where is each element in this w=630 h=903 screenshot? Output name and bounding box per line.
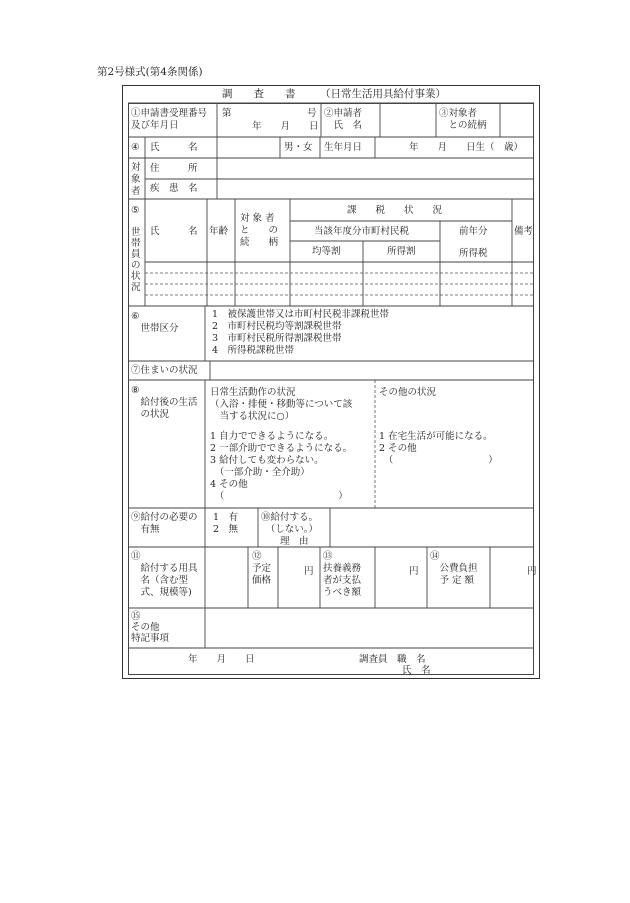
adl-item-1: 1 自力でできるようになる。 <box>210 431 334 442</box>
birthdate-value: 年 月 日生（ 歳） <box>409 142 524 153</box>
application-go: 号 <box>307 108 317 119</box>
post-benefit-life-label: ⑧ 給付後の生活 の状況 <box>131 385 198 420</box>
gender-field: 男・女 <box>284 142 313 153</box>
other-status-item-1: 1 在宅生活が可能になる。 <box>379 431 493 442</box>
footer-date: 年 月 日 <box>188 654 255 665</box>
other-status-title: その他の状況 <box>379 387 437 398</box>
subject-name-label: 氏 名 <box>150 142 198 153</box>
public-burden-label: ⑭ 公費負担 予 定 額 <box>430 551 478 586</box>
investigator-name-label: 氏 名 <box>402 665 431 676</box>
household-age-header: 年齢 <box>209 226 229 237</box>
household-category-label: ⑥ 世帯区分 <box>131 311 179 334</box>
section-4-number: ④ <box>131 142 140 153</box>
support-obligor-yen: 円 <box>409 566 419 577</box>
current-year-tax-header: 当該年度分市町村民税 <box>314 226 410 237</box>
adl-item-4: 4 その他 <box>210 479 248 490</box>
income-split-header: 所得割 <box>387 246 416 257</box>
household-category-item-3: 3 市町村民税所得割課税世帯 <box>212 333 342 344</box>
remarks-header: 備考 <box>514 226 534 237</box>
adl-status-title: 日常生活動作の状況 <box>210 387 296 398</box>
benefit-decision-reason: ⑩給付する。 （しない。） 理 由 <box>261 512 319 547</box>
income-tax-header: 所得税 <box>459 248 488 259</box>
support-obligor-amount-label: ⑬ 扶養義務 者が支払 うべき額 <box>323 551 362 598</box>
relationship-label: ③対象者 との続柄 <box>439 108 487 131</box>
adl-item-3-detail: （一部介助・全介助） <box>210 467 310 478</box>
other-status-item-2-detail: （ ） <box>379 455 498 466</box>
household-name-header: 氏 名 <box>150 226 198 237</box>
birthdate-label: 生年月日 <box>324 142 363 153</box>
document-title: 調 査 書 <box>222 88 296 100</box>
adl-item-3: 3 給付しても変わらない。 <box>210 455 324 466</box>
form-number-label: 第2号様式(第4条関係) <box>97 66 203 78</box>
household-category-item-2: 2 市町村民税均等割課税世帯 <box>212 321 342 332</box>
application-number-label: ①申請書受理番号 及び年月日 <box>131 108 208 131</box>
previous-year-header: 前年分 <box>459 226 488 237</box>
other-status-item-2: 2 その他 <box>379 443 417 454</box>
adl-item-2: 2 一部介助でできるようになる。 <box>210 443 353 454</box>
disease-name-label: 疾 患 名 <box>150 183 198 194</box>
adl-status-note: （入浴・排便・移動等について該 当する状況に○） <box>210 399 353 422</box>
planned-price-yen: 円 <box>304 566 314 577</box>
applicant-name-label: ②申請者 氏 名 <box>324 108 363 131</box>
subject-side-label: 対 象 者 <box>131 162 141 197</box>
application-date: 年 月 日 <box>252 121 319 132</box>
public-burden-yen: 円 <box>527 566 537 577</box>
planned-price-label: ⑫ 予定 価格 <box>252 551 272 586</box>
adl-item-4-detail: （ ） <box>210 491 348 502</box>
benefit-necessity-options: 1 有 2 無 <box>213 512 239 535</box>
household-relation-header: 対 象 者 と の 続 柄 <box>240 213 279 248</box>
household-category-item-4: 4 所得税課税世帯 <box>212 345 295 356</box>
equal-split-header: 均等割 <box>312 246 341 257</box>
application-dai: 第 <box>222 108 232 119</box>
document-subtitle: （日常生活用具給付事業） <box>320 88 446 100</box>
investigator-title-label: 調査員 職 名 <box>359 654 426 665</box>
tax-status-header: 課 税 状 況 <box>347 205 443 216</box>
household-side-label: ⑤ 世 帯 員 の 状 況 <box>131 205 141 293</box>
housing-status-label: ⑦住まいの状況 <box>131 365 198 376</box>
other-notes-label: ⑮ その他 特記事項 <box>131 611 170 644</box>
benefit-necessity-label: ⑨給付の必要の 有無 <box>131 512 198 535</box>
address-label: 住 所 <box>150 163 198 174</box>
equipment-name-label: ⑪ 給付する用具 名（含む型 式、規模等) <box>131 551 198 598</box>
household-category-item-1: 1 被保護世帯又は市町村民税非課税世帯 <box>212 309 390 320</box>
